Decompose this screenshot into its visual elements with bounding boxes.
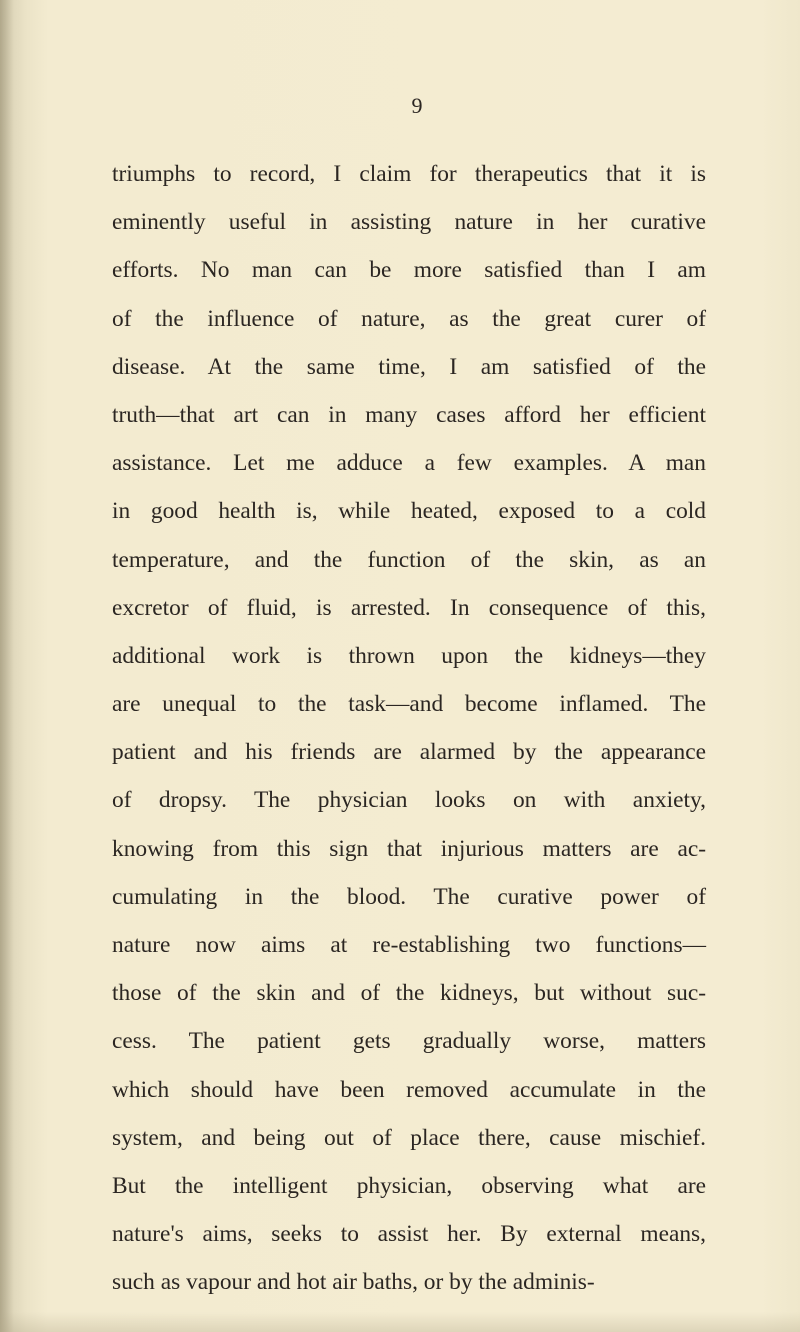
text-line: which should have been removed accumulate in the xyxy=(112,1076,706,1103)
text-line: those of the skin and of the kidneys, but without suc- xyxy=(112,980,706,1007)
text-line: patient and his friends are alarmed by the appearance xyxy=(112,739,706,766)
text-line: additional work is thrown upon the kidneys—they xyxy=(112,642,706,669)
text-line: truth—that art can in many cases afford her efficient xyxy=(112,401,706,428)
text-line: in good health is, while heated, exposed to a cold xyxy=(112,498,706,525)
gutter-shadow xyxy=(0,0,14,1332)
text-line: of dropsy. The physician looks on with anxiety, xyxy=(112,787,706,814)
text-line: cess. The patient gets gradually worse, matters xyxy=(112,1028,706,1055)
text-line: But the intelligent physician, observing what are xyxy=(112,1172,706,1199)
page-bottom-edge xyxy=(0,1312,800,1332)
text-line: nature's aims, seeks to assist her. By external means, xyxy=(112,1221,706,1248)
text-line: system, and being out of place there, cause mischief. xyxy=(112,1124,706,1151)
text-line: cumulating in the blood. The curative power of xyxy=(112,883,706,910)
body-text xyxy=(112,150,706,1307)
text-line: of the influence of nature, as the great curer of xyxy=(112,305,706,332)
text-line: temperature, and the function of the skin, as an xyxy=(112,546,706,573)
text-line: are unequal to the task—and become inflamed. The xyxy=(112,691,706,718)
text-line: excretor of fluid, is arrested. In consequence of this, xyxy=(112,594,706,621)
text-line: disease. At the same time, I am satisfied of the xyxy=(112,353,706,380)
text-line: knowing from this sign that injurious matters are ac- xyxy=(112,835,706,862)
text-line: nature now aims at re-establishing two functions— xyxy=(112,932,706,958)
text-line: efforts. No man can be more satisfied than I am xyxy=(112,257,706,284)
text-line: eminently useful in assisting nature in her curative xyxy=(112,209,706,236)
text-line: assistance. Let me adduce a few examples. A man xyxy=(112,450,706,477)
text-line: triumphs to record, I claim for therapeutics that it is xyxy=(112,161,706,187)
page-number: 9 xyxy=(411,93,423,118)
text-line: such as vapour and hot air baths, or by the adminis- xyxy=(112,1269,595,1296)
